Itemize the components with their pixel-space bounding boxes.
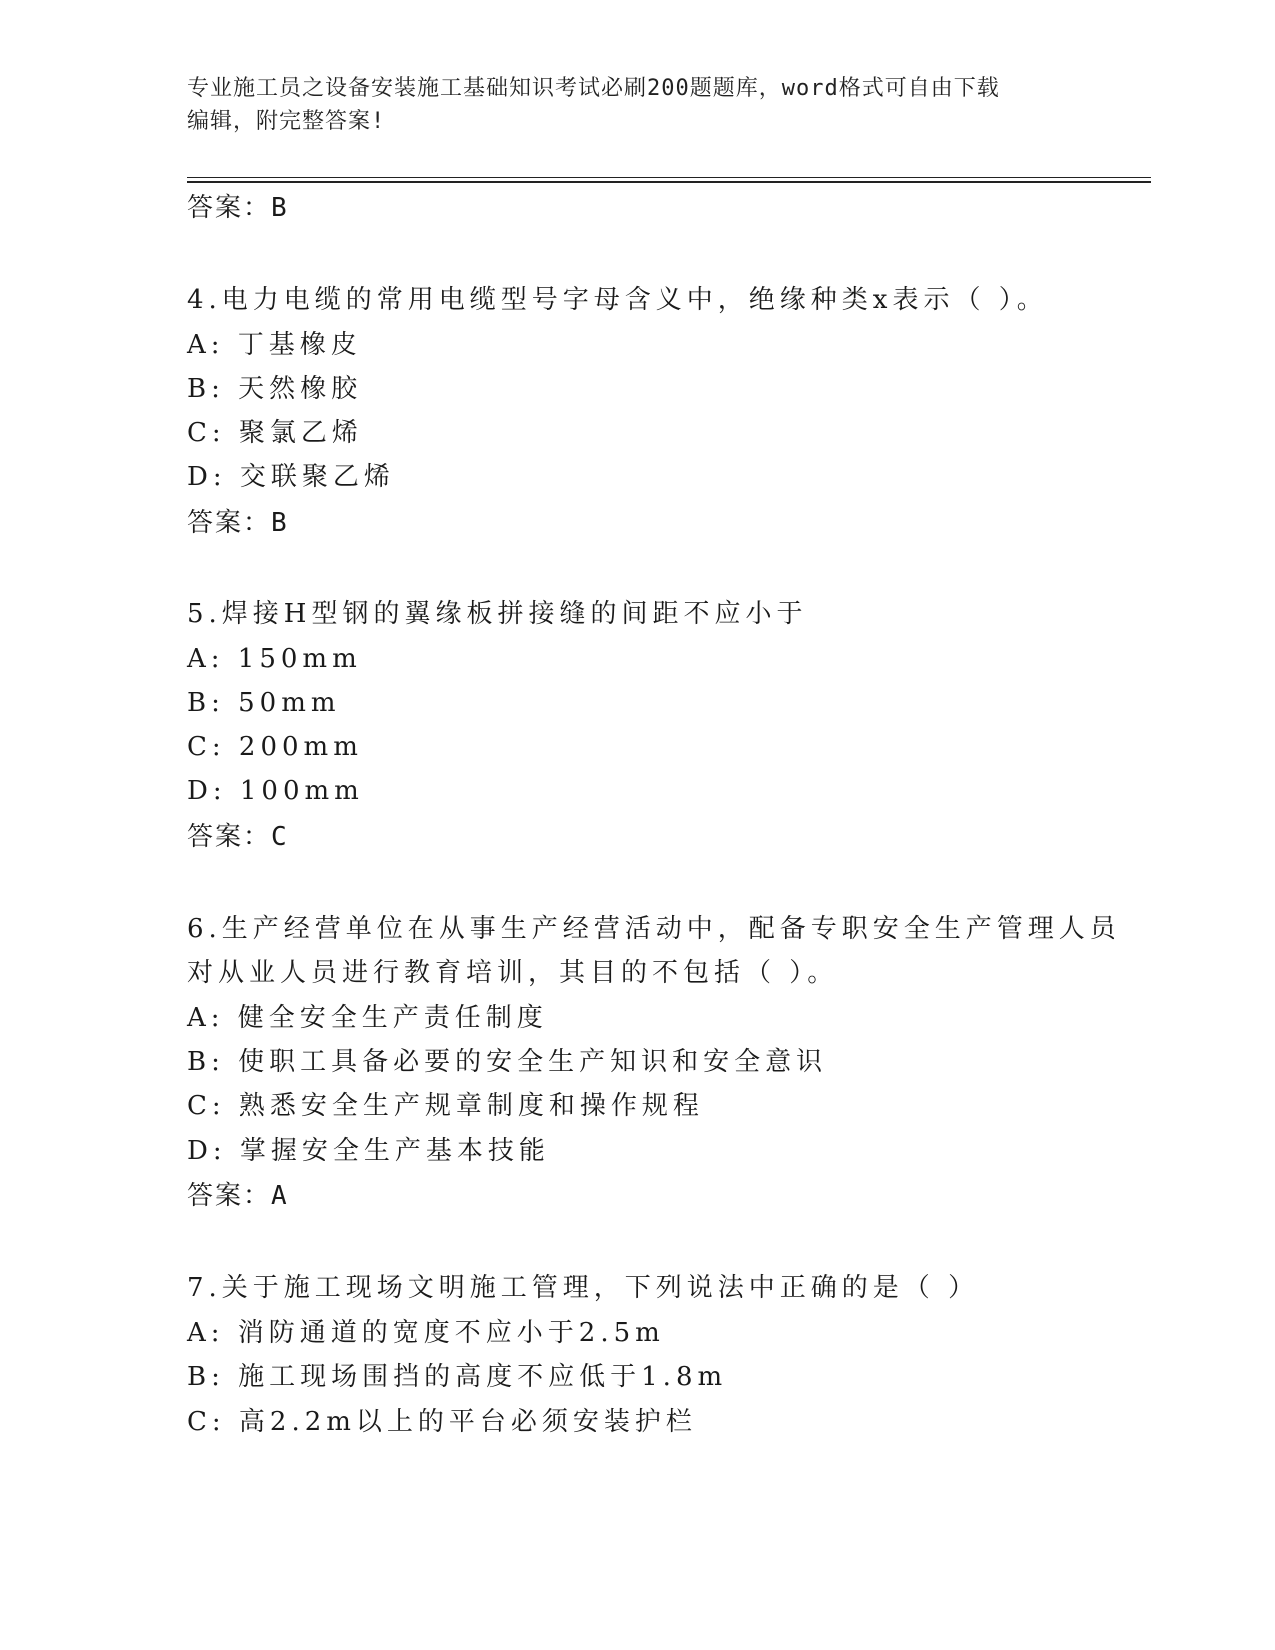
question-6-option-a: A: 健全安全生产责任制度 <box>187 1003 548 1033</box>
question-7-option-b: B: 施工现场围挡的高度不应低于1.8m <box>187 1362 728 1392</box>
question-5-stem: 5.焊接H型钢的翼缘板拼接缝的间距不应小于 <box>187 599 808 629</box>
header-line-2: 编辑，附完整答案! <box>187 109 386 134</box>
header-line-1: 专业施工员之设备安装施工基础知识考试必刷200题题库，word格式可自由下载 <box>187 76 1000 101</box>
question-6-option-c: C: 熟悉安全生产规章制度和操作规程 <box>187 1091 704 1121</box>
question-5-option-a: A: 150mm <box>187 644 362 674</box>
question-6-stem-line-2: 对从业人员进行教育培训，其目的不包括（ ）。 <box>187 958 839 988</box>
question-6-option-b: B: 使职工具备必要的安全生产知识和安全意识 <box>187 1047 828 1077</box>
question-4-stem: 4.电力电缆的常用电缆型号字母含义中，绝缘种类x表示（ ）。 <box>187 285 1048 315</box>
previous-answer: 答案：B <box>187 193 289 223</box>
header-rule-thin <box>187 177 1151 178</box>
question-5-answer: 答案：C <box>187 822 289 852</box>
question-5-option-c: C: 200mm <box>187 732 363 762</box>
question-4-option-c: C: 聚氯乙烯 <box>187 418 363 448</box>
question-4-answer: 答案：B <box>187 508 289 538</box>
question-5-option-d: D: 100mm <box>187 776 364 806</box>
question-6-stem-line-1: 6.生产经营单位在从事生产经营活动中，配备专职安全生产管理人员 <box>187 914 1121 944</box>
question-6-answer: 答案：A <box>187 1181 289 1211</box>
question-7-stem: 7.关于施工现场文明施工管理，下列说法中正确的是（ ） <box>187 1273 980 1303</box>
question-4-option-d: D: 交联聚乙烯 <box>187 462 395 492</box>
header-rule-thick <box>187 181 1151 183</box>
question-7-option-c: C: 高2.2m以上的平台必须安装护栏 <box>187 1407 697 1437</box>
question-6-option-d: D: 掌握安全生产基本技能 <box>187 1136 550 1166</box>
question-4-option-b: B: 天然橡胶 <box>187 374 363 404</box>
question-7-option-a: A: 消防通道的宽度不应小于2.5m <box>187 1318 665 1348</box>
document-header <box>187 72 1087 138</box>
question-4-option-a: A: 丁基橡皮 <box>187 330 362 360</box>
question-5-option-b: B: 50mm <box>187 688 341 718</box>
